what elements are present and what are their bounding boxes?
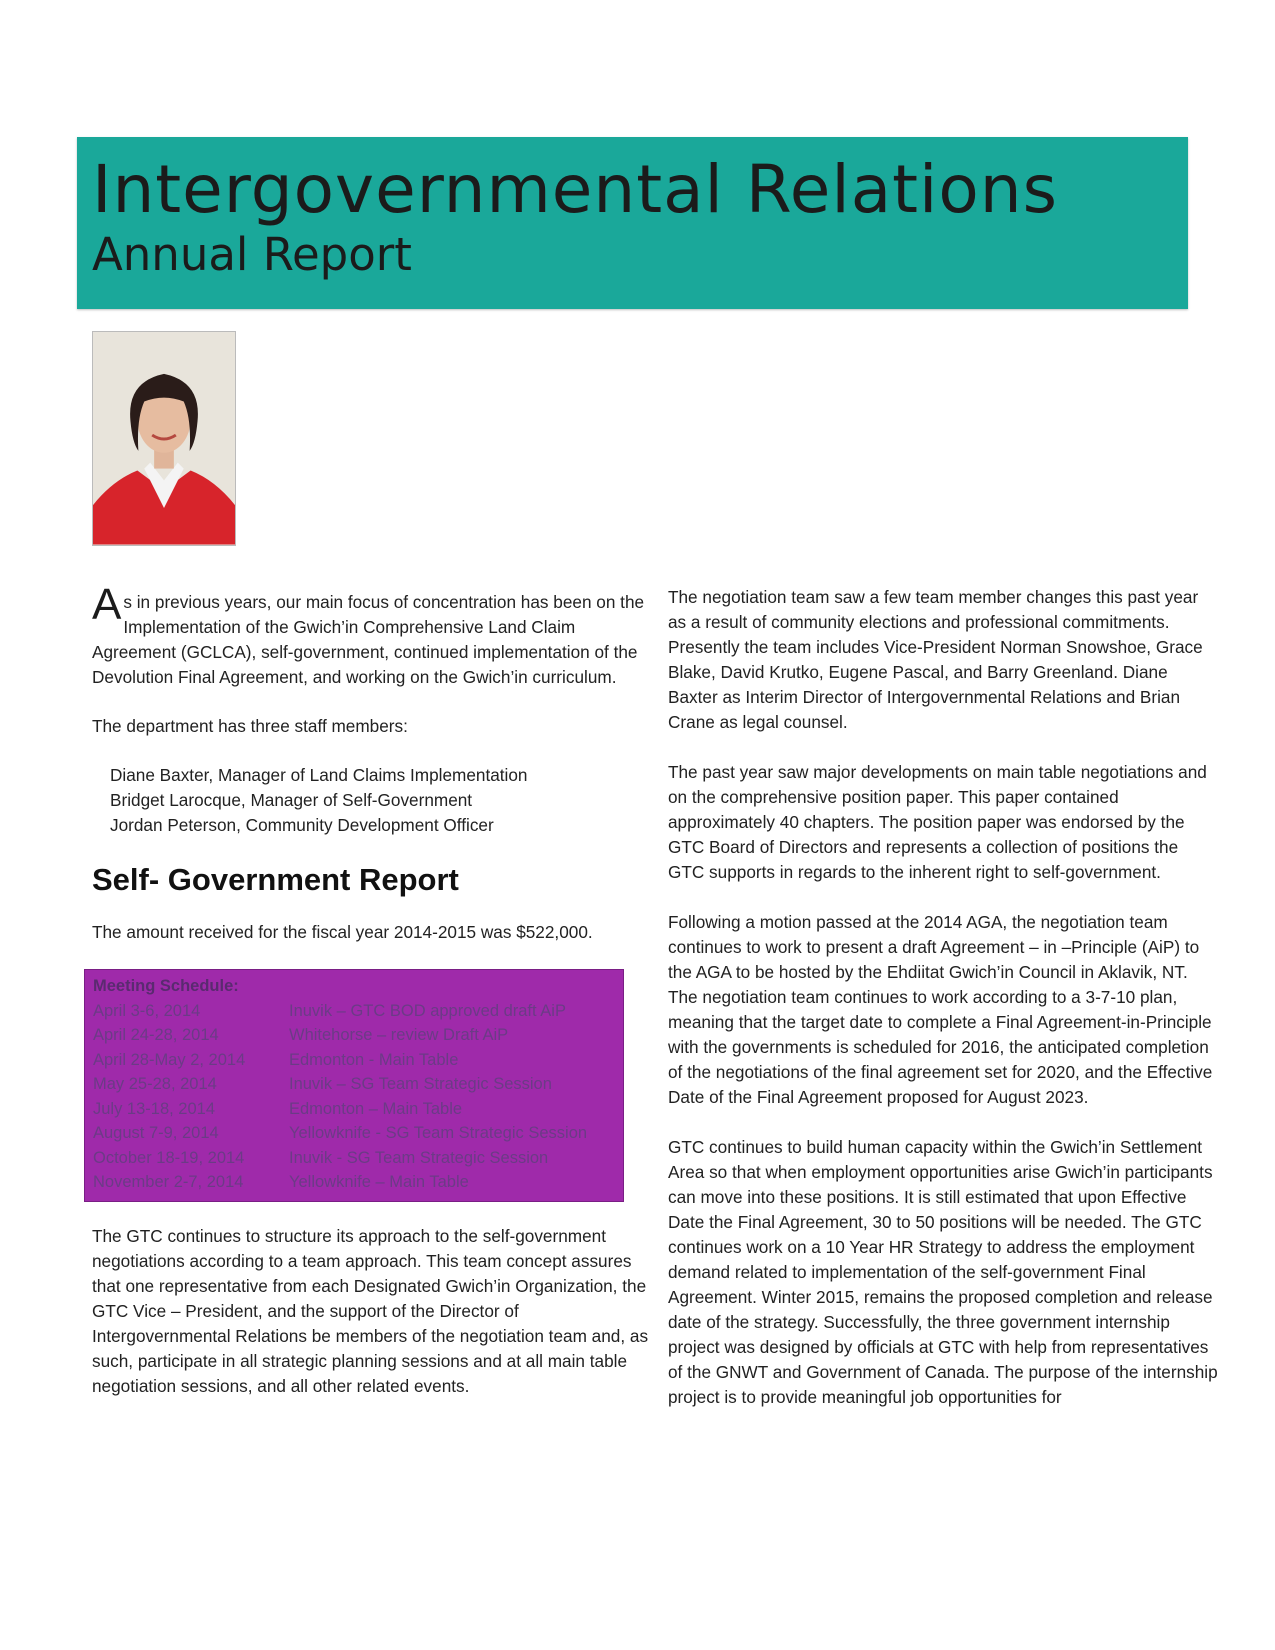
schedule-row bbox=[93, 1072, 623, 1097]
schedule-event: Inuvik - SG Team Strategic Session bbox=[289, 1148, 549, 1167]
intro-paragraph bbox=[92, 580, 652, 690]
body-paragraph: Following a motion passed at the 2014 AGA, the negotiation team continues to work to present a draft Agreement – in –Principle (AiP) to the AGA to be hosted by the Ehdiitat Gwich’in Council in Aklavik, NT. The negotiation team continues to work according to a 3-7-10 plan, meaning that the target date to complete a Final Agreement-in-Principle with the governments is scheduled for 2016, the anticipated completion of the negotiations of the final agreement set for 2020, and the Effective Date of the Final Agreement proposed for August 2023. bbox=[668, 912, 1213, 1107]
schedule-row bbox=[93, 1121, 623, 1146]
schedule-event: Inuvik – SG Team Strategic Session bbox=[289, 1075, 552, 1093]
staff-list bbox=[110, 763, 652, 838]
section-heading: Self- Government Report bbox=[92, 862, 459, 897]
schedule-event: Edmonton – Main Table bbox=[289, 1099, 463, 1118]
schedule-row bbox=[93, 1097, 623, 1122]
schedule-row bbox=[93, 1023, 623, 1048]
staff-item: Jordan Peterson, Community Development Officer bbox=[110, 815, 494, 835]
schedule-date: May 25-28, 2014 bbox=[93, 1075, 217, 1093]
schedule-event: Edmonton - Main Table bbox=[289, 1050, 459, 1069]
staff-item: Bridget Larocque, Manager of Self-Government bbox=[110, 790, 473, 810]
team-approach-paragraph: The GTC continues to structure its approach to the self-government negotiations according to a team approach. This team concept assures that one representative from each Designated Gwich’in Organization, the GTC Vice – President, and the support of the Director of Intergovernmental Relations be members of the negotiation team and, as such, participate in all strategic planning sessions and at all main table negotiation sessions, and all other related events. bbox=[92, 1225, 649, 1396]
schedule-event: Yellowknife – Main Table bbox=[289, 1173, 469, 1191]
left-column bbox=[92, 580, 652, 1423]
schedule-date: October 18-19, 2014 bbox=[93, 1148, 245, 1167]
schedule-event: Whitehorse – review Draft AiP bbox=[289, 1026, 509, 1044]
funding-paragraph: The amount received for the fiscal year 2014-2015 was $522,000. bbox=[92, 922, 593, 942]
right-column bbox=[668, 585, 1218, 1435]
schedule-row bbox=[93, 999, 623, 1024]
schedule-row bbox=[93, 1146, 623, 1171]
schedule-heading: Meeting Schedule: bbox=[93, 977, 239, 995]
body-paragraph: The past year saw major developments on main table negotiations and on the comprehensive position paper. This paper contained approximately 40 chapters. The position paper was endorsed by the GTC Board of Directors and represents a collection of positions the GTC supports in regards to the inherent right to self-government. bbox=[668, 762, 1207, 882]
schedule-date: July 13-18, 2014 bbox=[93, 1099, 216, 1118]
portrait-photo bbox=[92, 331, 236, 546]
body-paragraph: GTC continues to build human capacity within the Gwich’in Settlement Area so that when employment opportunities arise Gwich’in participants can move into these positions. It is still estimated that upon Effective Date the Final Agreement, 30 to 50 positions will be needed. The GTC continues work on a 10 Year HR Strategy to address the employment demand related to implementation of the self-government Final Agreement. Winter 2015, remains the proposed completion and release date of the strategy. Successfully, the three government internship project was designed by officials at GTC with help from representatives of the GNWT and Government of Canada. The purpose of the internship project is to provide meaningful job opportunities for bbox=[668, 1137, 1218, 1407]
schedule-date: April 24-28, 2014 bbox=[93, 1026, 219, 1044]
schedule-event: Inuvik – GTC BOD approved draft AiP bbox=[289, 1001, 566, 1020]
schedule-date: April 3-6, 2014 bbox=[93, 1001, 201, 1020]
schedule-date: November 2-7, 2014 bbox=[93, 1173, 244, 1191]
portrait-image bbox=[93, 332, 235, 545]
meeting-schedule-box bbox=[84, 969, 624, 1202]
intro-text: s in previous years, our main focus of concentration has been on the Implementation of the Gwich’in Comprehensive Land Claim Agreement (GCLCA), self-government, continued implementation of the Devolution Final Agreement, and working on the Gwich’in curriculum. bbox=[92, 592, 645, 687]
body-paragraph: The negotiation team saw a few team member changes this past year as a result of community elections and professional commitments. Presently the team includes Vice-President Norman Snowshoe, Grace Blake, David Krutko, Eugene Pascal, and Barry Greenland. Diane Baxter as Interim Director of Intergovernmental Relations and Brian Crane as legal counsel. bbox=[668, 587, 1203, 732]
drop-cap: A bbox=[92, 580, 122, 629]
page-subtitle: Annual Report bbox=[92, 228, 412, 281]
schedule-row bbox=[93, 1048, 623, 1073]
page-title: Intergovernmental Relations bbox=[92, 151, 1058, 228]
staff-item: Diane Baxter, Manager of Land Claims Implementation bbox=[110, 765, 528, 785]
schedule-date: August 7-9, 2014 bbox=[93, 1124, 219, 1142]
schedule-row bbox=[93, 1170, 623, 1195]
schedule-date: April 28-May 2, 2014 bbox=[93, 1050, 246, 1069]
schedule-event: Yellowknife - SG Team Strategic Session bbox=[289, 1124, 588, 1142]
staff-intro: The department has three staff members: bbox=[92, 716, 408, 736]
title-banner bbox=[77, 137, 1188, 309]
